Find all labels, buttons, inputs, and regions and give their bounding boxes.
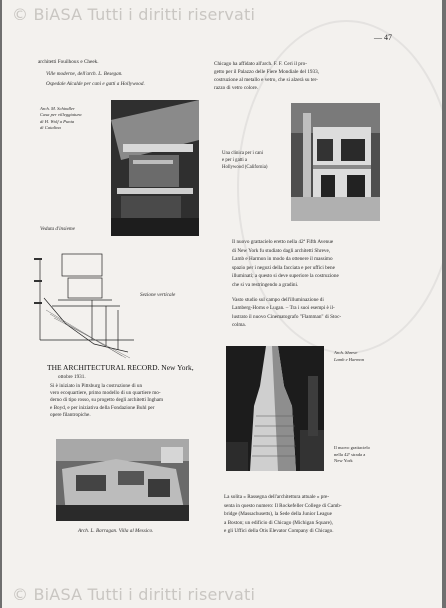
photo-new-york-skyscraper (226, 346, 324, 471)
photo-hollywood-clinic (291, 103, 380, 221)
house-photo-graphic (111, 100, 199, 236)
villa-photo-graphic (56, 439, 189, 521)
right-middle-text: Il nuovo grattacielo eretto nella 42ª Fifth Avenue di New York fu studiato dagli architetti Shreve, Lamb e Harmon in modo da ottenere il massimo spazio per i negozi della facciata e per uffici bene illuminati; a questo si deve superiore la costruzione che si va restringendo a gradini. (232, 239, 339, 288)
section-caption: Sezione verticale (140, 292, 176, 298)
villa-line-2: Ospedale Alcalde per cani e gatti a Hollywood. (46, 81, 145, 87)
skyscraper-photo-graphic (226, 346, 324, 471)
right-bottom-text: La solita « Rassegna dell'architettura attuale » pre- senta in questo numero: Il Rockefeller College di Camb- bridge (Massachusetts), la Sede della Junior League a Boston; un edificio di Chicago (Michigan Square), e gli Uffici della Otis Elevator Company di Chicago. (224, 494, 342, 535)
section-label: Veduta d'insieme (40, 226, 75, 232)
photo-barragan-villa (56, 439, 189, 521)
section-drawing (32, 240, 142, 360)
clinic-caption: Una clinica per i cani e per i gatti a Hollywood (California) (222, 151, 268, 170)
section-sketch (32, 240, 142, 360)
page-number: — 47 (374, 33, 392, 42)
right-lighting-text: Vasto studio sul campo dell'illuminazione di Lamberg-Horns e Lugan. – Tra i suoi esempi è il- lustrato il nuovo Cinematografo "Flamman" di Stoc- colma. (232, 297, 342, 329)
villa-caption: Arch. L. Barragan. Villa al Messico. (78, 528, 154, 534)
tower-caption: Il nuovo grattacielo nella 42ª strada a New York (334, 445, 370, 464)
photo-schindler-house (111, 100, 199, 236)
magazine-heading: THE ARCHITECTURAL RECORD. New York, (47, 363, 194, 372)
photo1-caption: Arch. M. Schindler Casa per villeggiatura di H. Wolf a Punta di Catalina (40, 106, 82, 131)
document-page (2, 0, 442, 608)
left-body-text: Si è iniziato in Pittsburg la costruzione di un vero ecoquartiere, primo modello di un quartiere mo- derno di tipo rosso, su progetto degli architetti Ingham e Boyd, e per iniziativa della Fondazione Buhl per opere filantropiche. (50, 383, 164, 418)
clinic-photo-graphic (291, 103, 380, 221)
right-top-text: Chicago ha affidato all'arch. F. F. Ceri il pro- getto per il Palazzo delle Fiere Mondiale del 1933, costruzione al metallo e vetro, che si alzerà su ter- razzo di vetro colore. (214, 61, 320, 91)
villa-line-1: Ville moderne, dell'arch. L. Besegan. (46, 71, 123, 77)
tower-caption-architects: Arch. Shreve Lamb e Harmon (334, 350, 365, 362)
watermark-top: © BiASA Tutti i diritti riservati (12, 5, 256, 24)
magazine-date: ottobre 1931. (58, 374, 86, 380)
watermark-bottom: © BiASA Tutti i diritti riservati (12, 585, 256, 604)
intro-line: architetti Fouilhoux e Cheek. (38, 59, 99, 65)
